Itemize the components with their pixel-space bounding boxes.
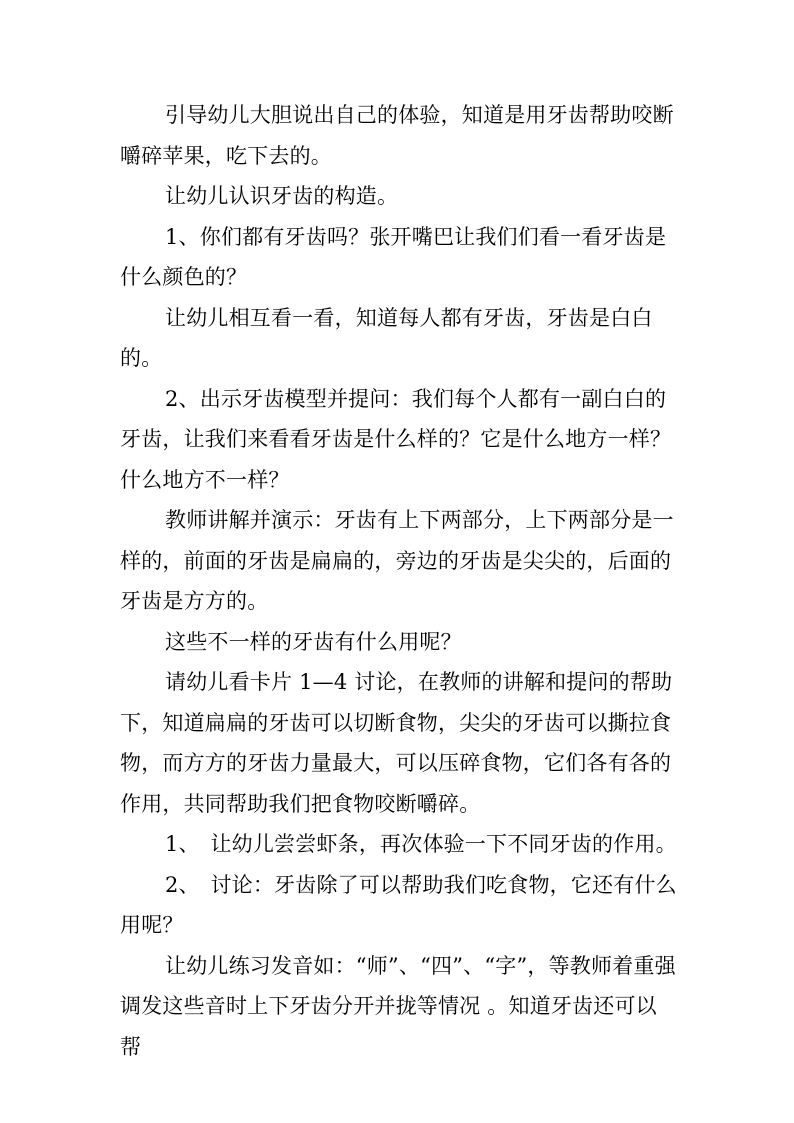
paragraph: 2、 讨论：牙齿除了可以帮助我们吃食物，它还有什么用呢？ [120,872,677,937]
paragraph: 教师讲解并演示：牙齿有上下两部分，上下两部分是一样的，前面的牙齿是扁扁的，旁边的牙齿是尖尖的，后面的牙齿是方方的。 [120,508,674,613]
paragraph: 这些不一样的牙齿有什么用呢？ [165,629,462,654]
paragraph: 1、你们都有牙齿吗？张开嘴巴让我们们看一看牙齿是什么颜色的？ [120,224,667,289]
document-body [120,95,678,1067]
paragraph: 1、 让幼儿尝尝虾条，再次体验一下不同牙齿的作用。 [165,832,677,856]
paragraph: 让幼儿练习发音如：“师”、“四”、“字”，等教师着重强调发这些音时上下牙齿分开并拢等情况 。知道牙齿还可以帮 [120,953,676,1059]
paragraph: 让幼儿认识牙齿的构造。 [165,184,399,208]
paragraph: 让幼儿相互看一看，知道每人都有牙齿，牙齿是白白的。 [120,305,653,370]
paragraph: 2、出示牙齿模型并提问：我们每个人都有一副白白的牙齿，让我们来看看牙齿是什么样的？它是什么地方一样？什么地方不一样？ [120,386,672,492]
paragraph: 请幼儿看卡片 1—4 讨论，在教师的讲解和提问的帮助下，知道扁扁的牙齿可以切断食物，尖尖的牙齿可以撕拉食物，而方方的牙齿力量最大，可以压碎食物，它们各有各的作用，共同帮助我们把食物咬断嚼碎。 [120,670,673,816]
paragraph: 引导幼儿大胆说出自己的体验，知道是用牙齿帮助咬断嚼碎苹果，吃下去的。 [120,103,674,168]
